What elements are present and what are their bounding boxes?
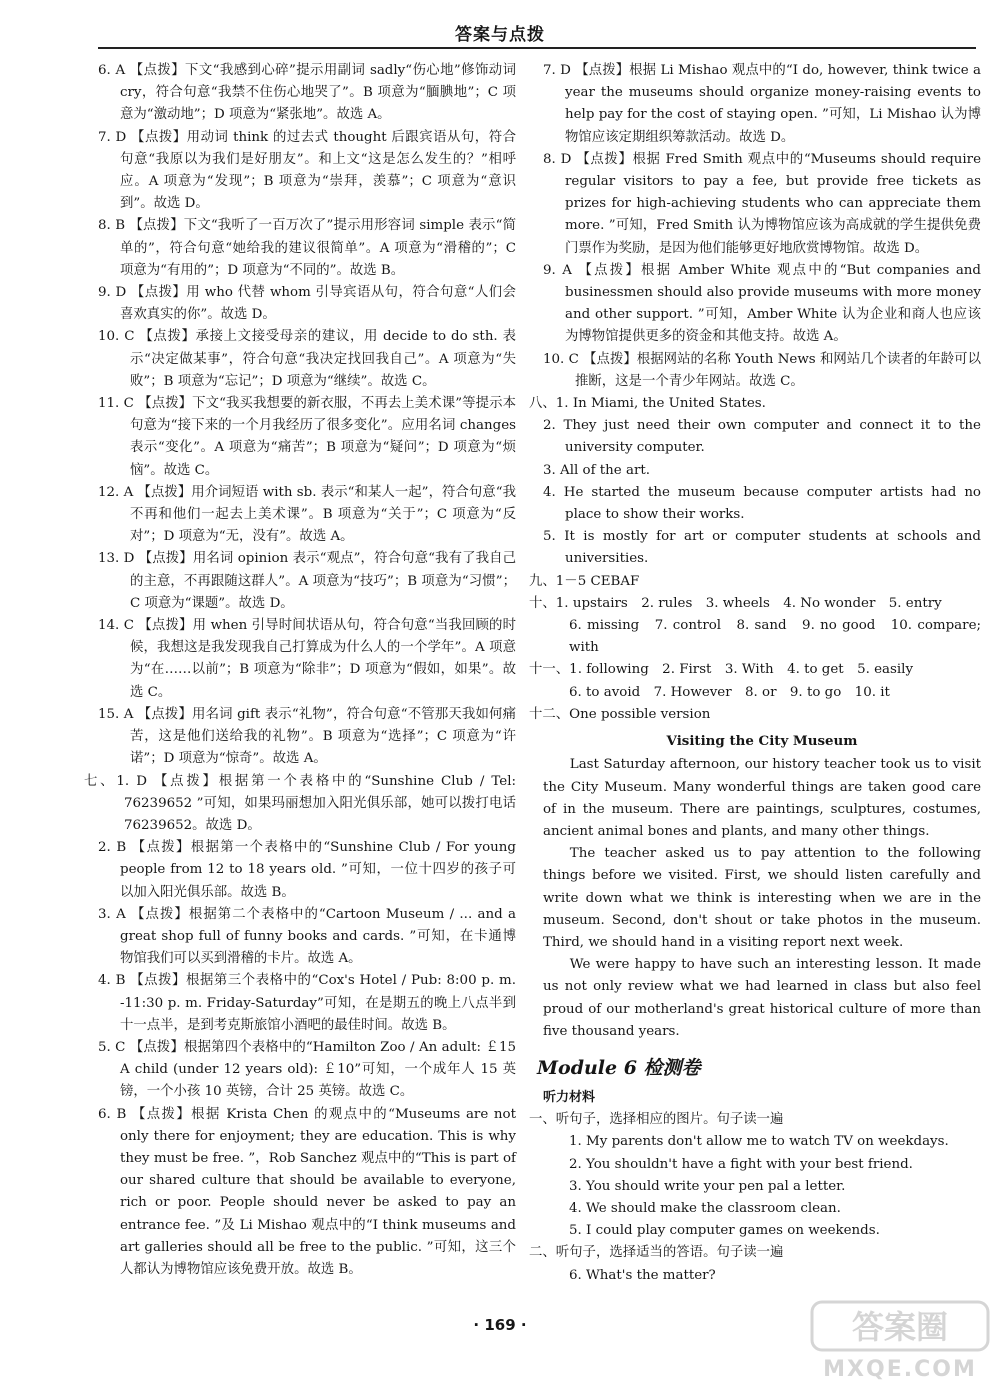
listening-part1-heading: 一、听句子，选择相应的图片。句子读一遍 [529, 1112, 784, 1128]
listening-item: 2. You shouldn't have a fight with your best friend. [569, 1156, 913, 1172]
section-ten-line-2: 6. missing 7. control 8. sand 9. no good 10. compare; with [569, 618, 981, 656]
right-column [529, 60, 981, 1287]
answer-item: 7. D 【点拨】根据 Li Mishao 观点中的“I do, however, think twice a year the museums should organize money-raising events to help pay for the cost of staying open. ”可知，Li Mishao 认为博物馆应该定期组织筹款活动。故选 D。 [543, 63, 981, 145]
answer-item: 14. C 【点拨】用 when 引导时间状语从句，符合句意“当我回顾的时候，我想这是我发现我自己打算成为什么人的一个学年”。A 项意为“在……以前”；B 项意为“除非”；D 项意为“假如，如果”。故选 C。 [98, 618, 516, 700]
answer-item: 4. B 【点拨】根据第三个表格中的“Cox's Hotel / Pub: 8:00 p. m. -11:30 p. m. Friday-Saturday”可知，在是期五的晚上八点半到十一点半，是到考克斯旅馆小酒吧的最佳时间。故选 B。 [98, 973, 516, 1033]
answer-item: 8. D 【点拨】根据 Fred Smith 观点中的“Museums should require regular visitors to pay a fee, but provide free tickets as prizes for high-achieving students who can appreciate them more. ”可知，Fred Smith 认为博物馆应该为高成就的学生提供免费门票作为奖励，是因为他们能够更好地欣赏博物馆。故选 D。 [543, 151, 981, 256]
page-number: · 169 · [473, 1316, 527, 1334]
answer-item: 5. C 【点拨】根据第四个表格中的“Hamilton Zoo / An adult: ￡15 A child (under 12 years old): ￡10”可知，一个成年人 15 英镑，一个小孩 10 英镑，合计 25 英镑。故选 C。 [98, 1039, 516, 1100]
section-eleven-line-1: 十一、1. following 2. First 3. With 4. to get 5. easily [529, 662, 914, 678]
answer-item: 12. A 【点拨】用介词短语 with sb. 表示“和某人一起”，符合句意“我不再和他们一起去上美术课”。B 项意为“关于”；C 项意为“反对”；D 项意为“无，没有”。故选 A。 [98, 484, 516, 545]
module-title: Module 6 检测卷 [537, 1056, 701, 1079]
listening-item: 1. My parents don't allow me to watch TV on weekdays. [569, 1134, 949, 1150]
listening-label: 听力材料 [543, 1089, 596, 1105]
answer-item: 9. D 【点拨】用 who 代替 whom 引导宾语从句，符合句意“人们会喜欢真实的你”。故选 D。 [98, 285, 516, 323]
answer-item: 6. A 【点拨】下文“我感到心碎”提示用副词 sadly“伤心地”修饰动词 cry，符合句意“我禁不住伤心地哭了”。B 项意为“腼腆地”；C 项意为“激动地”；D 项意为“紧张地”。故选 A。 [98, 63, 516, 123]
answer-item: 6. B 【点拨】根据 Krista Chen 的观点中的“Museums are not only there for enjoyment; they are education. This is why they must be free. ”，Rob Sanchez 观点中的“This is part of our shared culture that should be available to everyone, rich or poor. People should never be asked to pay an entrance fee. ”及 Li Mishao 观点中的“I think museums and art galleries should all be free to the public. ”可知，这三个人都认为博物馆应该免费开放。故选 B。 [98, 1106, 516, 1277]
listening-item: 4. We should make the classroom clean. [569, 1200, 841, 1216]
section-eleven-line-2: 6. to avoid 7. However 8. or 9. to go 10. it [569, 684, 890, 700]
listening-item: 5. I could play computer games on weekends. [569, 1223, 880, 1239]
answer-item: 七、1. D 【点拨】根据第一个表格中的“Sunshine Club / Tel: 76239652 ”可知，如果玛丽想加入阳光俱乐部，她可以拨打电话 76239652。故选 D。 [84, 773, 516, 833]
listening-part2-heading: 二、听句子，选择适当的答语。句子读一遍 [529, 1245, 784, 1261]
answer-item: 9. A 【点拨】根据 Amber White 观点中的“But companies and businessmen should also provide museums with more money and other support. ”可知，Amber White 认为企业和商人也应该为博物馆提供更多的资金和其他支持。故选 A。 [543, 262, 981, 345]
answer-item: 7. D 【点拨】用动词 think 的过去式 thought 后跟宾语从句，符合句意“我原以为我们是好朋友”。和上文“这是怎么发生的？”相呼应。A 项意为“发现”；B 项意为“崇拜，羡慕”；C 项意为“意识到”。故选 D。 [98, 129, 516, 212]
section-eight-item: 2. They just need their own computer and connect it to the university computer. [543, 418, 981, 456]
answer-item: 3. A 【点拨】根据第二个表格中的“Cartoon Museum / ... and a great shop full of funny books and cards. ”可知，在卡通博物馆我们可以买到滑稽的卡片。故选 A。 [98, 906, 516, 967]
watermark-logo [810, 1300, 990, 1382]
reading-answers-continued [543, 60, 981, 393]
watermark-url: MXQE.COM [823, 1357, 977, 1382]
left-column [84, 60, 516, 1281]
answer-item: 10. C 【点拨】根据网站的名称 Youth News 和网站几个读者的年龄可以推断，这是一个青少年网站。故选 C。 [543, 351, 981, 389]
essay-paragraph: We were happy to have such an interesting lesson. It made us not only review what we had learned in class but also feel proud of our motherland's great historical culture of more than five thousand years. [543, 957, 981, 1039]
section-ten-line-1: 十、1. upstairs 2. rules 3. wheels 4. No wonder 5. entry [529, 595, 942, 611]
header-divider [98, 47, 976, 49]
answer-item: 10. C 【点拨】承接上文接受母亲的建议，用 decide to do sth. 表示“决定做某事”，符合句意“我决定找回我自己”。A 项意为“失败”；B 项意为“忘记”；D 项意为“继续”。故选 C。 [98, 329, 516, 389]
essay-paragraph: Last Saturday afternoon, our history teacher took us to visit the City Museum. Many wonderful things are taken good care of in the museum. There are paintings, sculptures, costumes, ancient animal bones and plants, and many other things. [543, 757, 981, 839]
section-eight-item: 4. He started the museum because computer artists had no place to show their works. [543, 484, 981, 523]
section-nine-answers: 九、1－5 CEBAF [529, 573, 640, 589]
section-eight-answers [529, 393, 981, 571]
listening-item: 6. What's the matter? [569, 1267, 716, 1283]
section-twelve-label: 十二、One possible version [529, 706, 711, 722]
section-eight-item: 5. It is mostly for art or computer students at schools and universities. [543, 529, 981, 567]
answer-item: 13. D 【点拨】用名词 opinion 表示“观点”，符合句意“我有了我自己的主意，不再跟随这群人”。A 项意为“技巧”；B 项意为“习惯”；C 项意为“课题”。故选 D。 [98, 551, 516, 611]
section-eight-item: 八、1. In Miami, the United States. [529, 396, 766, 412]
section-eight-item: 3. All of the art. [543, 462, 651, 478]
watermark-text: 答案圈 [851, 1308, 949, 1346]
essay-title: Visiting the City Museum [666, 733, 858, 750]
answer-item: 11. C 【点拨】下文“我买我想要的新衣服，不再去上美术课”等提示本句意为“接下来的一个月我经历了很多变化”。应用名词 changes 表示“变化”。A 项意为“痛苦”；B 项意为“疑问”；D 项意为“烦恼”。故选 C。 [98, 396, 516, 478]
answer-item: 15. A 【点拨】用名词 gift 表示“礼物”，符合句意“不管那天我如何痛苦，这是他们送给我的礼物”。B 项意为“选择”；C 项意为“许诺”；D 项意为“惊奇”。故选 A。 [98, 706, 516, 767]
answer-item: 2. B 【点拨】根据第一个表格中的“Sunshine Club / For young people from 12 to 18 years old. ”可知，一位十四岁的孩子可以加入阳光俱乐部。故选 B。 [98, 840, 516, 900]
page-header-title: 答案与点拨 [455, 25, 545, 45]
essay-paragraph: The teacher asked us to pay attention to the following things before we visited. First, we should listen carefully and write down what we think is interesting when we are in the museum. Second, don't shout or take photos in the museum. Third, we should hand in a visiting report next week. [543, 846, 981, 950]
answer-item: 8. B 【点拨】下文“我听了一百万次了”提示用形容词 simple 表示“简单的”，符合句意“她给我的建议很简单”。A 项意为“滑稽的”；C 项意为“有用的”；D 项意为“不同的”。故选 B。 [98, 218, 516, 278]
listening-item: 3. You should write your pen pal a letter. [569, 1178, 846, 1194]
